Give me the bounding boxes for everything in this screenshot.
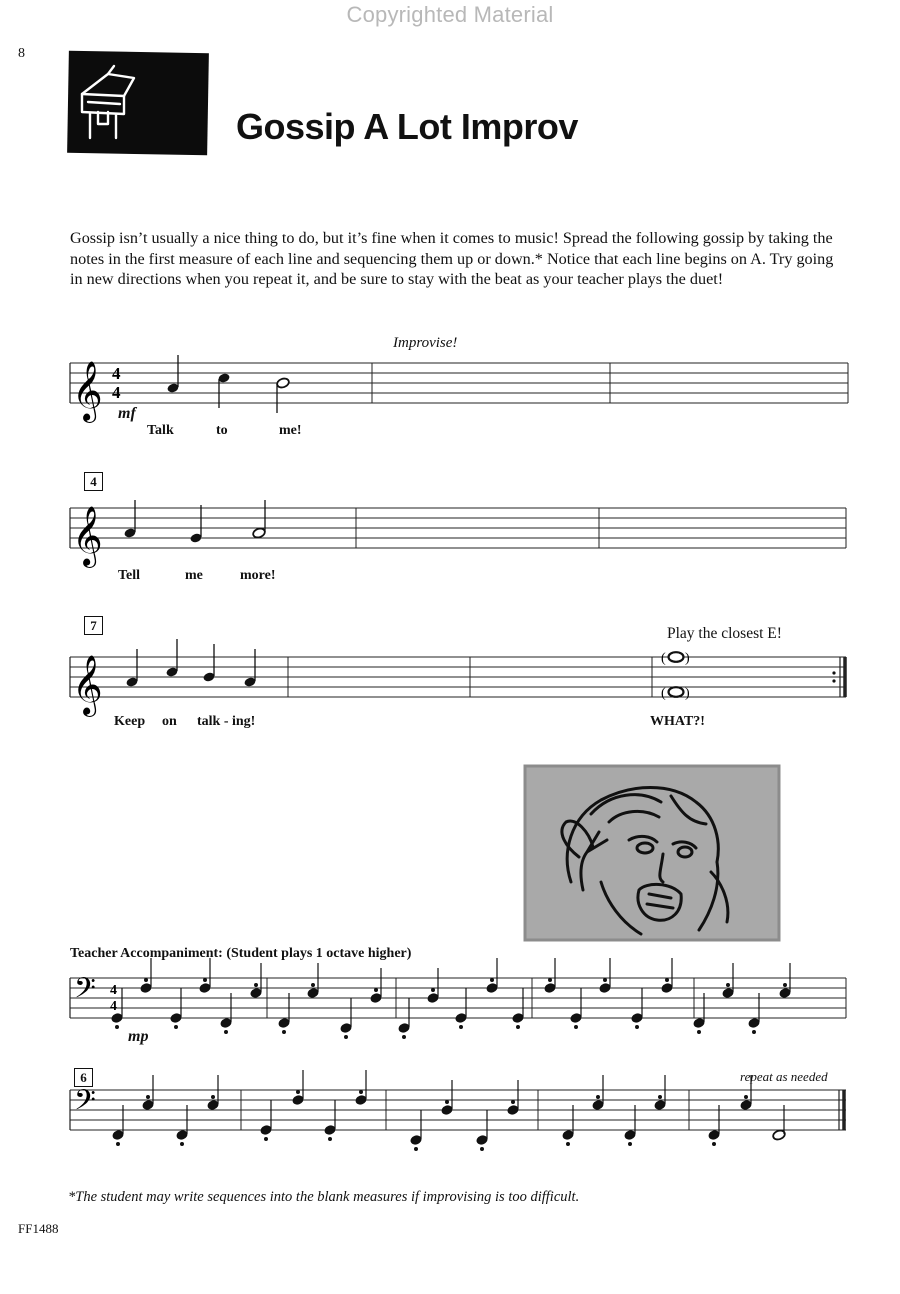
staccato-dot — [175, 1026, 178, 1029]
staccato-dot — [312, 984, 315, 987]
staccato-dot — [117, 1143, 120, 1146]
svg-text:4: 4 — [110, 983, 117, 998]
note — [410, 1135, 422, 1146]
note — [370, 993, 382, 1004]
staccato-dot — [784, 984, 787, 987]
staccato-dot — [753, 1031, 756, 1034]
lyric: to — [216, 423, 228, 438]
treble-clef-icon: 𝄞 — [72, 363, 103, 420]
staccato-dot — [403, 1036, 406, 1039]
note — [779, 988, 791, 999]
staff-system-1 — [70, 363, 848, 403]
bass-clef-icon: 𝄢 — [74, 974, 96, 1011]
staccato-dot — [297, 1091, 300, 1094]
note — [142, 1100, 154, 1111]
instruction-text: Play the closest E! — [667, 625, 782, 642]
lyric: talk - ing! — [197, 714, 256, 729]
note — [278, 1018, 290, 1029]
note — [740, 1100, 752, 1111]
staccato-dot — [329, 1138, 332, 1141]
lyric: on — [162, 714, 177, 729]
staccato-dot — [727, 984, 730, 987]
gossip-face-illustration — [521, 762, 783, 944]
lyric: Keep — [114, 714, 146, 729]
staccato-dot — [145, 979, 148, 982]
staccato-dot — [446, 1101, 449, 1104]
staccato-dot — [597, 1096, 600, 1099]
improvise-label: Improvise! — [393, 335, 458, 351]
staccato-dot — [698, 1031, 701, 1034]
staccato-dot — [255, 984, 258, 987]
note — [631, 1013, 643, 1024]
staccato-dot — [512, 1101, 515, 1104]
staccato-dot — [212, 1096, 215, 1099]
note — [355, 1095, 367, 1106]
staccato-dot — [147, 1096, 150, 1099]
lyric: Talk — [147, 423, 174, 438]
note — [654, 1100, 666, 1111]
intro-paragraph: Gossip isn’t usually a nice thing to do, but it’s fine when it comes to music! Spread the following gossip by taking the notes in the first measure of each line and sequencing them up or down.* Notice that each line begins on A. Try going in new directions when you repeat it, and be sure to stay with the beat as your teacher plays the duet! — [70, 229, 834, 288]
staccato-dot — [225, 1031, 228, 1034]
lyric: WHAT?! — [650, 714, 705, 729]
staccato-dot — [181, 1143, 184, 1146]
staccato-dot — [283, 1031, 286, 1034]
notes-system-1 — [166, 355, 290, 413]
note — [748, 1018, 760, 1029]
staccato-dot — [360, 1091, 363, 1094]
measure-number: 4 — [84, 472, 103, 491]
staff-system-3 — [70, 657, 846, 697]
staccato-dot — [481, 1148, 484, 1151]
treble-clef-icon: 𝄞 — [72, 657, 103, 714]
svg-text:(: ( — [661, 686, 666, 701]
note — [455, 1013, 467, 1024]
svg-text:4: 4 — [110, 999, 117, 1014]
footnote: *The student may write sequences into the blank measures if improvising is too difficult. — [68, 1189, 580, 1205]
note — [250, 988, 262, 999]
dynamic-mp: mp — [128, 1028, 149, 1045]
repeat-note: repeat as needed — [740, 1069, 828, 1084]
note — [562, 1130, 574, 1141]
dynamic-mf: mf — [118, 405, 136, 422]
note — [544, 983, 556, 994]
staccato-dot — [745, 1096, 748, 1099]
note — [708, 1130, 720, 1141]
note-b-half — [276, 377, 290, 389]
svg-text:): ) — [685, 651, 690, 666]
staccato-dot — [567, 1143, 570, 1146]
staccato-dot — [265, 1138, 268, 1141]
staccato-dot — [575, 1026, 578, 1029]
staccato-dot — [713, 1143, 716, 1146]
watermark: Copyrighted Material — [346, 2, 554, 27]
lyric: Tell — [118, 568, 141, 583]
note — [476, 1135, 488, 1146]
staccato-dot — [345, 1036, 348, 1039]
measure-number: 6 — [74, 1068, 93, 1087]
note — [512, 1013, 524, 1024]
note — [307, 988, 319, 999]
note — [260, 1125, 272, 1136]
staccato-dot — [204, 979, 207, 982]
note — [661, 983, 673, 994]
note — [507, 1105, 519, 1116]
note — [140, 983, 152, 994]
staccato-dot — [517, 1026, 520, 1029]
note — [111, 1013, 123, 1024]
note — [441, 1105, 453, 1116]
staccato-dot — [116, 1026, 119, 1029]
note — [207, 1100, 219, 1111]
staccato-dot — [460, 1026, 463, 1029]
staccato-dot — [491, 979, 494, 982]
treble-clef-icon: 𝄞 — [72, 508, 103, 565]
note — [599, 983, 611, 994]
staccato-dot — [415, 1148, 418, 1151]
lyric: more! — [240, 568, 276, 583]
staccato-dot — [659, 1096, 662, 1099]
lyric: me — [185, 568, 203, 583]
bass-clef-icon: 𝄢 — [74, 1086, 96, 1123]
time-sig-top: 4 — [112, 364, 121, 383]
note — [112, 1130, 124, 1141]
note — [398, 1023, 410, 1034]
catalog-code: FF1488 — [18, 1221, 59, 1236]
notes-system-3 — [125, 639, 690, 701]
note — [220, 1018, 232, 1029]
note — [324, 1125, 336, 1136]
svg-text:): ) — [685, 686, 690, 701]
staccato-dot — [629, 1143, 632, 1146]
note — [176, 1130, 188, 1141]
note — [486, 983, 498, 994]
note — [722, 988, 734, 999]
note — [170, 1013, 182, 1024]
staccato-dot — [432, 989, 435, 992]
note — [427, 993, 439, 1004]
staccato-dot — [549, 979, 552, 982]
staff-system-2 — [70, 508, 846, 548]
time-sig-bottom: 4 — [112, 383, 121, 402]
note — [592, 1100, 604, 1111]
teacher-heading: Teacher Accompaniment: (Student plays 1 octave higher) — [70, 946, 412, 961]
note — [624, 1130, 636, 1141]
note — [199, 983, 211, 994]
staccato-dot — [666, 979, 669, 982]
staccato-dot — [636, 1026, 639, 1029]
page-number: 8 — [18, 46, 25, 61]
note — [570, 1013, 582, 1024]
notes-system-2 — [123, 500, 266, 544]
note — [693, 1018, 705, 1029]
staccato-dot — [375, 989, 378, 992]
measure-number: 7 — [84, 616, 103, 635]
lyric: me! — [279, 423, 302, 438]
svg-text:(: ( — [661, 651, 666, 666]
staccato-dot — [604, 979, 607, 982]
note — [340, 1023, 352, 1034]
note — [292, 1095, 304, 1106]
page-title: Gossip A Lot Improv — [236, 106, 578, 147]
